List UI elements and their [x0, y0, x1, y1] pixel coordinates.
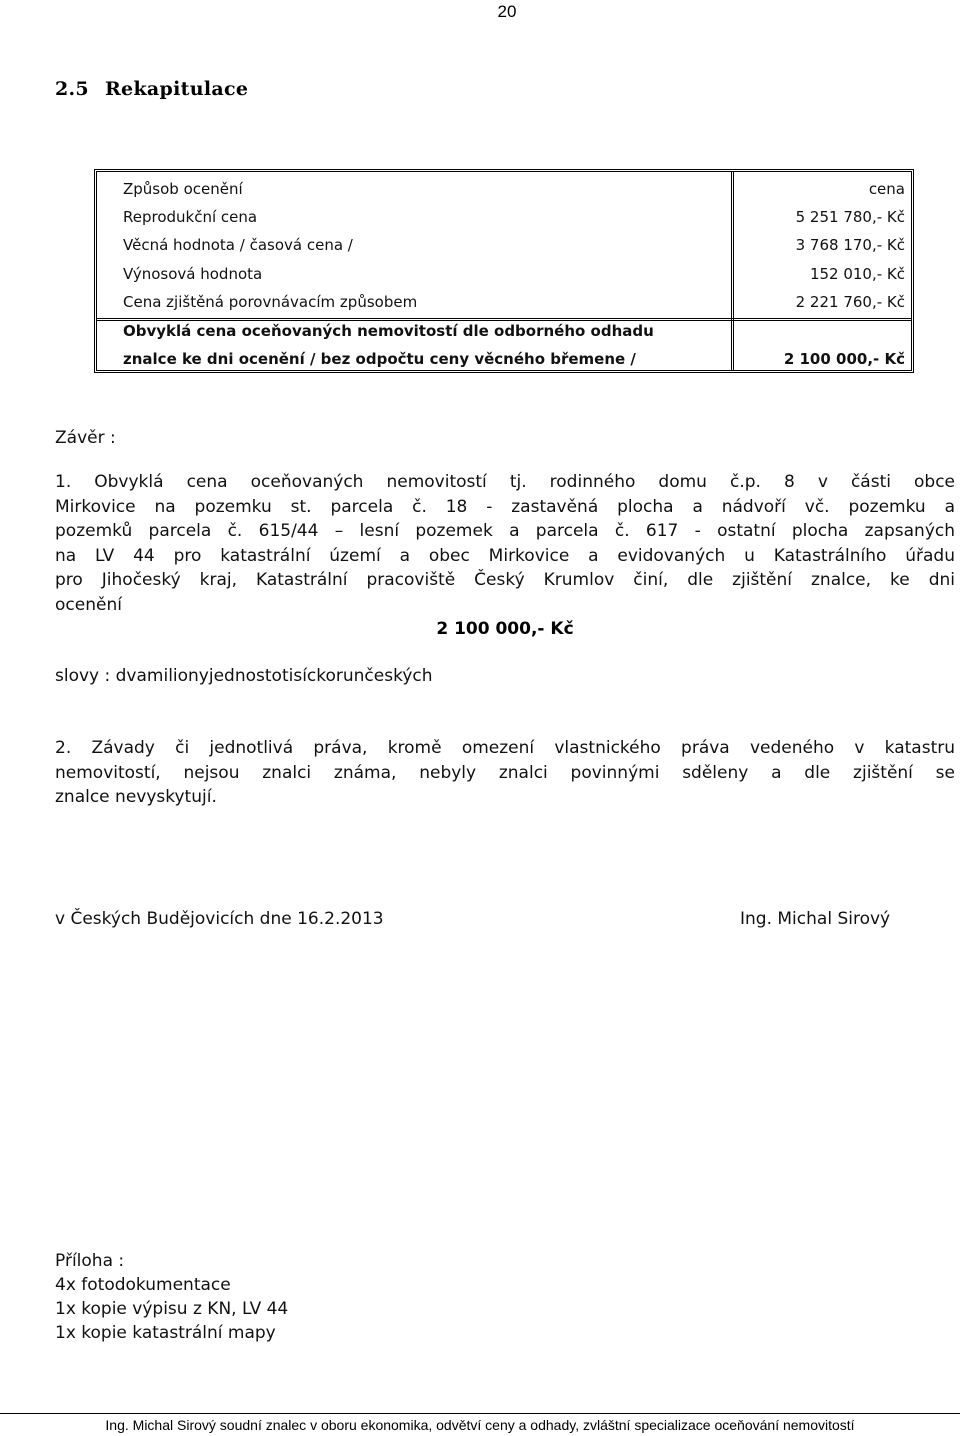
conclusion-item2-line: nemovitostí, nejsou znalci známa, nebyly znalci povinnými sděleny a dle zjištění se [55, 763, 955, 783]
conclusion-text-line: pozemků parcela č. 615/44 – lesní pozemek a parcela č. 617 - ostatní plocha zapsaných [55, 521, 955, 541]
conclusion-heading: Závěr : [55, 428, 116, 448]
section-heading [55, 78, 248, 100]
table-total-label-line1: Obvyklá cena oceňovaných nemovitostí dle odborného odhadu [123, 322, 654, 340]
table-row-label: Cena zjištěná porovnávacím způsobem [123, 293, 418, 311]
table-row-value: 2 221 760,- Kč [795, 293, 905, 311]
table-header-label: Způsob ocenění [123, 180, 243, 198]
signature-name: Ing. Michal Sirový [740, 909, 891, 929]
table-row-label: Reprodukční cena [123, 208, 258, 226]
conclusion-text-line: Mirkovice na pozemku st. parcela č. 18 - zastavěná plocha a nádvoří vč. pozemku a [55, 497, 955, 517]
table-column-divider [731, 172, 734, 370]
footer-divider [0, 1413, 960, 1414]
conclusion-item2-line: znalce nevyskytují. [55, 787, 217, 807]
conclusion-text-line: 1. Obvyklá cena oceňovaných nemovitostí tj. rodinného domu č.p. 8 v části obce [55, 472, 955, 492]
conclusion-text-line: ocenění [55, 595, 122, 615]
recap-table [94, 169, 914, 373]
attachments-heading: Příloha : [55, 1251, 125, 1271]
table-row-value: 3 768 170,- Kč [795, 236, 905, 254]
conclusion-text-line: pro Jihočeský kraj, Katastrální pracoviště Český Krumlov činí, dle zjištění znalce, ke dni [55, 570, 955, 590]
table-row-label: Výnosová hodnota [123, 265, 263, 283]
table-row-value: 5 251 780,- Kč [795, 208, 905, 226]
table-row-value: 152 010,- Kč [809, 265, 905, 283]
conclusion-item2-line: 2. Závady či jednotlivá práva, kromě omezení vlastnického práva vedeného v katastru [55, 738, 955, 758]
table-row-label: Věcná hodnota / časová cena / [123, 236, 353, 254]
table-header-value: cena [868, 180, 905, 198]
page-footer: Ing. Michal Sirový soudní znalec v oboru ekonomika, odvětví ceny a odhady, zvláštní specializace oceňování nemovitostí [105, 1417, 855, 1433]
attachment-item: 1x kopie katastrální mapy [55, 1323, 276, 1343]
conclusion-text-line: na LV 44 pro katastrální území a obec Mirkovice a evidovaných u Katastrálního úřadu [55, 546, 955, 566]
section-title: Rekapitulace [104, 78, 249, 100]
table-total-value: 2 100 000,- Kč [783, 350, 905, 368]
amount-in-words: slovy : dvamilionyjednostotisíckorunčeských [55, 666, 433, 686]
conclusion-amount: 2 100 000,- Kč [436, 619, 574, 639]
attachment-item: 4x fotodokumentace [55, 1275, 231, 1295]
attachment-item: 1x kopie výpisu z KN, LV 44 [55, 1299, 289, 1319]
signature-place-date: v Českých Budějovicích dne 16.2.2013 [55, 909, 384, 929]
table-total-label-line2: znalce ke dni ocenění / bez odpočtu ceny věcného břemene / [123, 350, 636, 368]
page-number: 20 [497, 2, 517, 21]
table-row-divider [97, 318, 911, 321]
section-number: 2.5 [55, 78, 89, 100]
